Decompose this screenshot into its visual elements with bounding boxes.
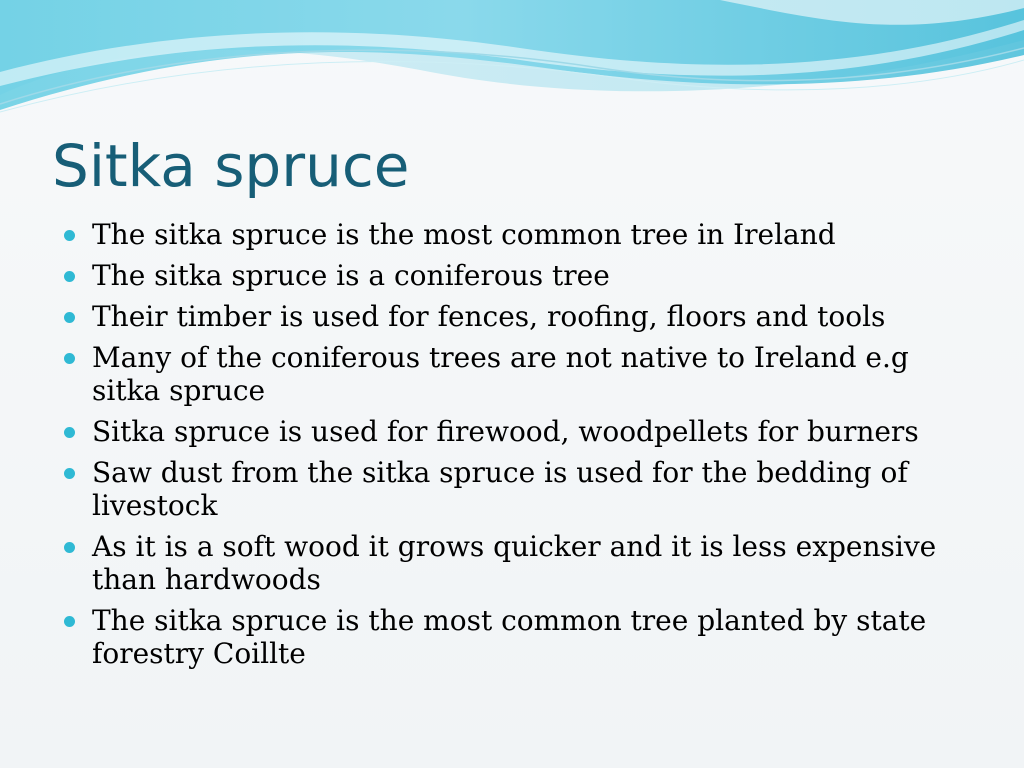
circle-bullet-icon	[64, 468, 75, 479]
circle-bullet-icon	[64, 542, 75, 553]
list-item	[62, 604, 962, 670]
circle-bullet-icon	[64, 353, 75, 364]
slide-title: Sitka spruce	[52, 132, 410, 200]
circle-bullet-icon	[64, 616, 75, 627]
wave-header-decoration	[0, 0, 1024, 120]
list-item	[62, 259, 962, 292]
circle-bullet-icon	[64, 312, 75, 323]
list-item	[62, 218, 962, 251]
circle-bullet-icon	[64, 271, 75, 282]
bullet-text: Sitka spruce is used for firewood, woodpellets for burners	[92, 415, 919, 448]
list-item	[62, 300, 962, 333]
list-item	[62, 530, 962, 596]
bullet-text: Saw dust from the sitka spruce is used for the bedding of livestock	[92, 456, 908, 522]
bullet-text: The sitka spruce is the most common tree in Ireland	[92, 218, 836, 251]
bullet-text: Their timber is used for fences, roofing, floors and tools	[92, 300, 886, 333]
list-item	[62, 415, 962, 448]
circle-bullet-icon	[64, 427, 75, 438]
list-item	[62, 456, 962, 522]
bullet-text: The sitka spruce is the most common tree planted by state forestry Coillte	[92, 604, 927, 670]
list-item	[62, 341, 962, 407]
bullet-text: Many of the coniferous trees are not native to Ireland e.g sitka spruce	[92, 341, 909, 407]
bullet-text: The sitka spruce is a coniferous tree	[92, 259, 610, 292]
bullet-text: As it is a soft wood it grows quicker and it is less expensive than hardwoods	[92, 530, 937, 596]
bullet-list	[62, 218, 962, 678]
circle-bullet-icon	[64, 230, 75, 241]
